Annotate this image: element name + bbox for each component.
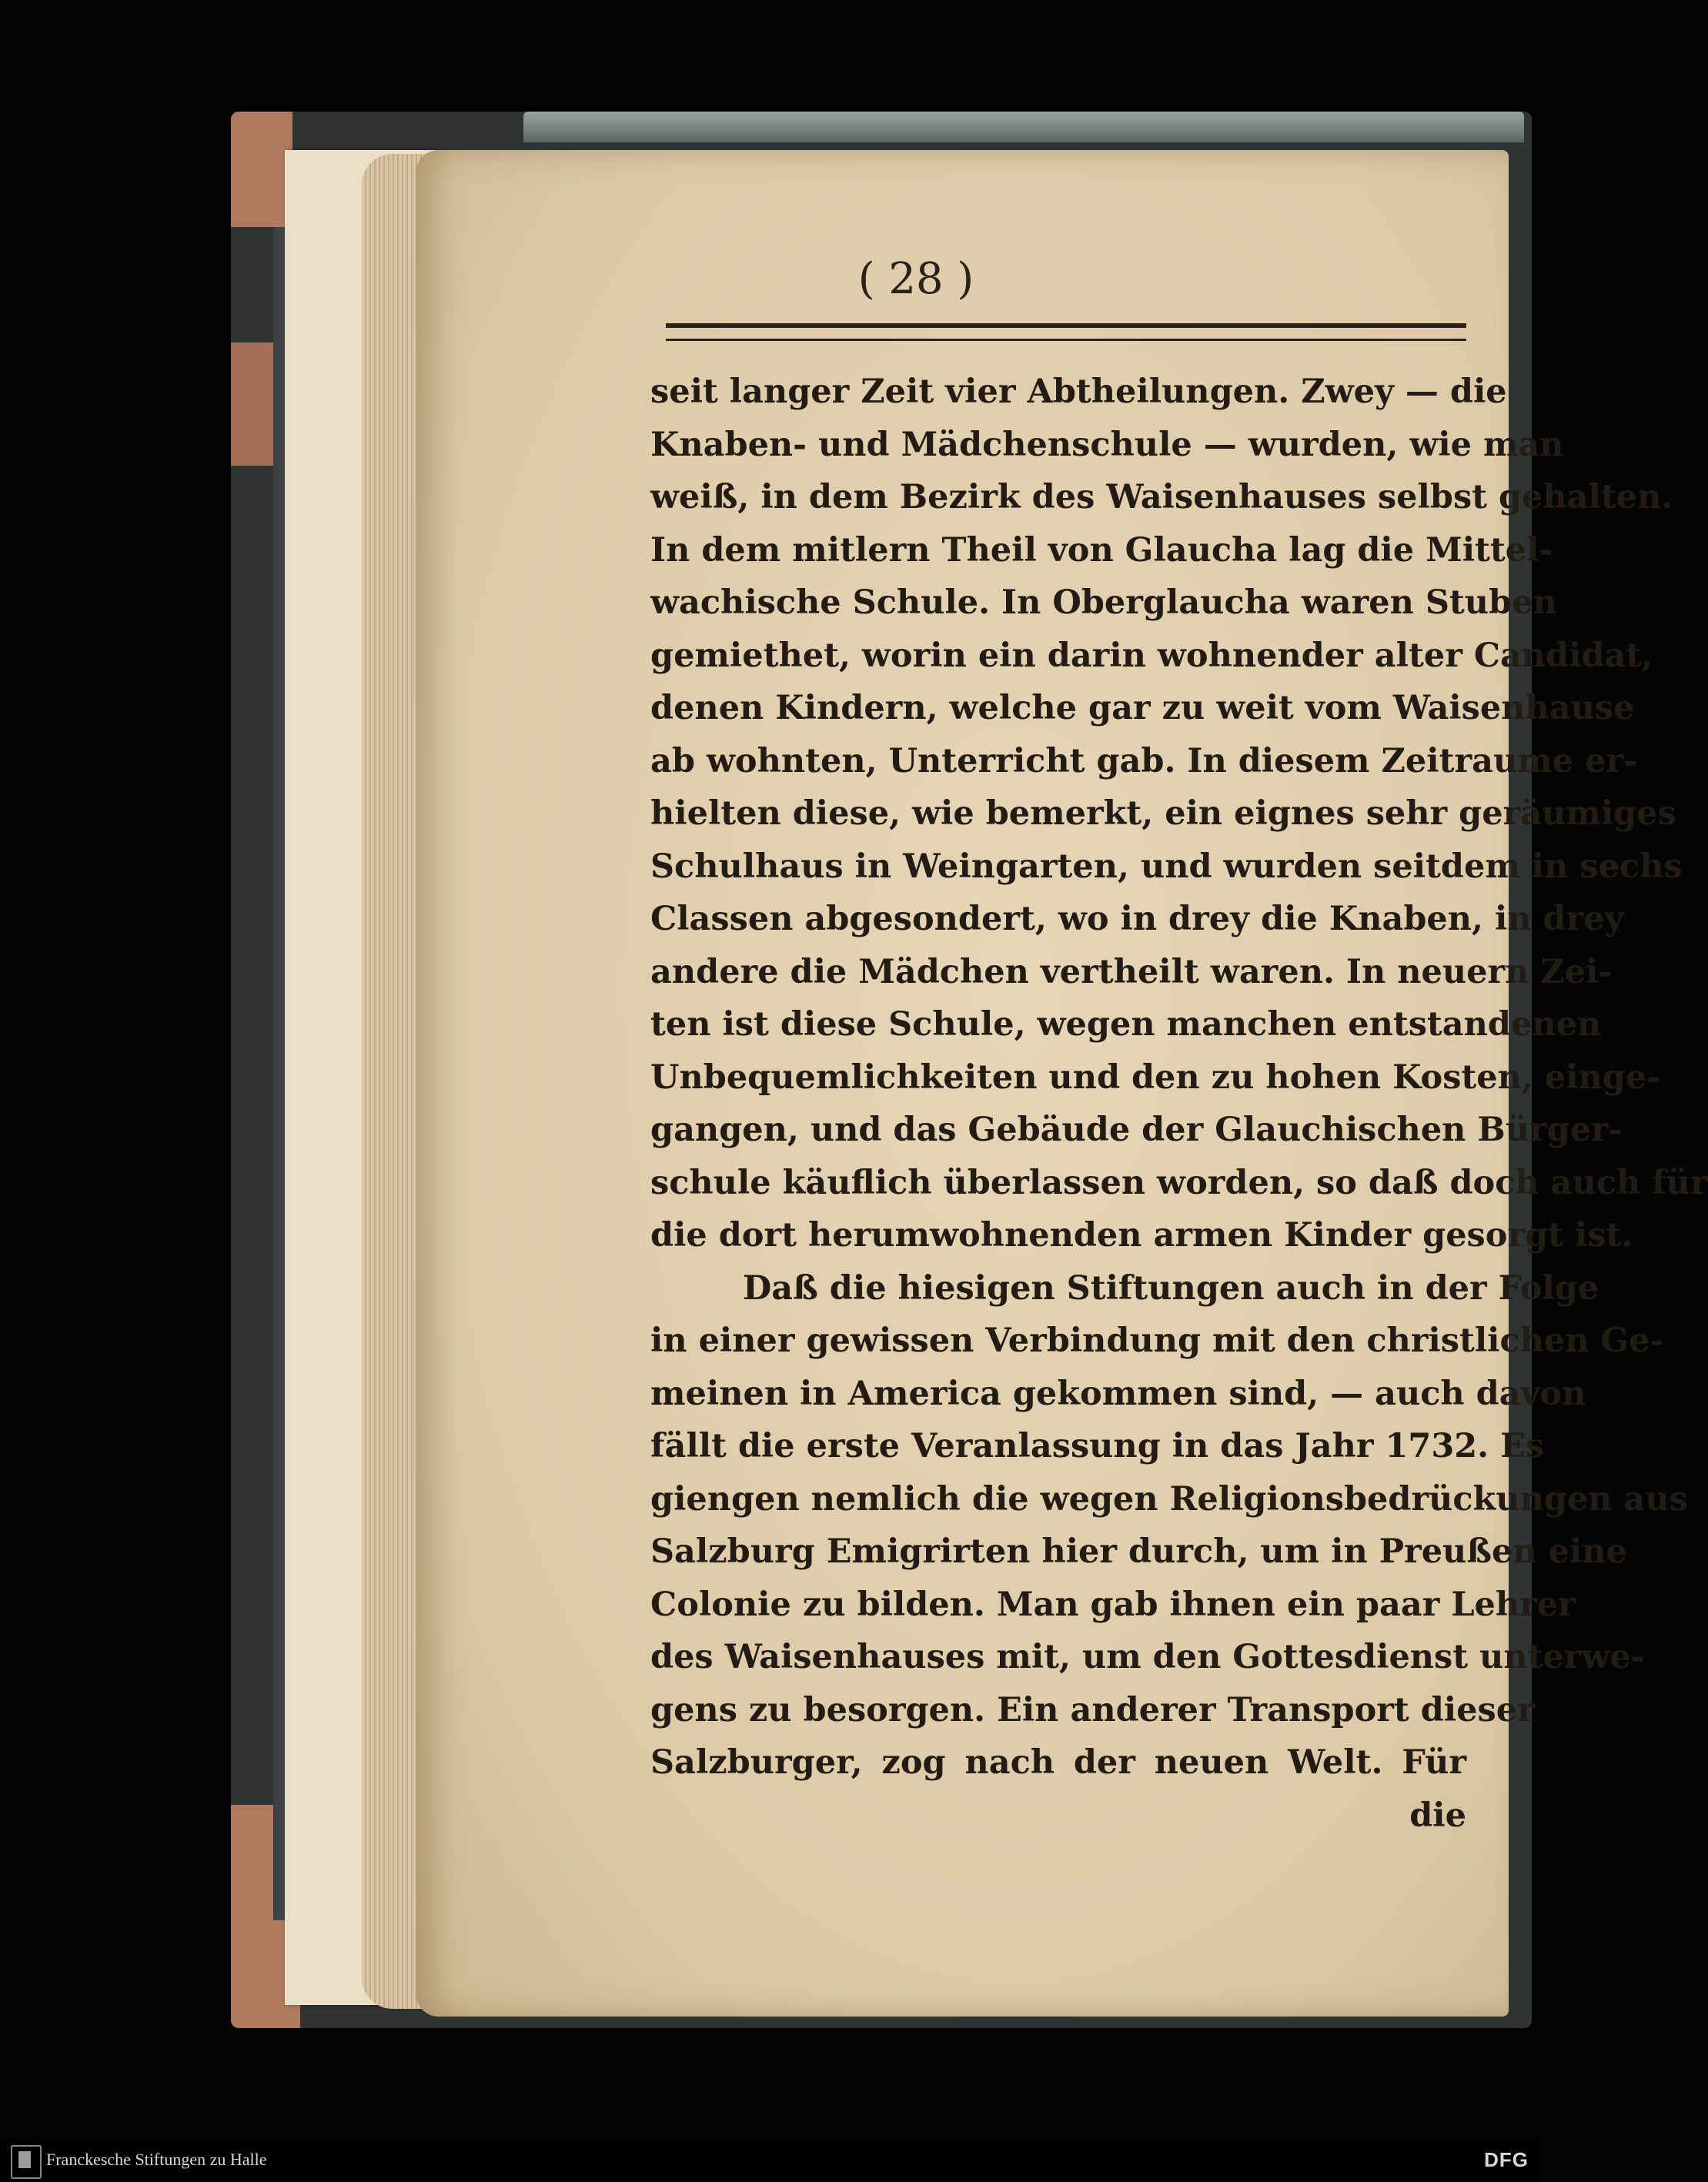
book-spine-top bbox=[523, 112, 1524, 142]
leather-corner-top bbox=[231, 112, 292, 227]
text-line: des Waisenhauses mit, um den Gottesdienst unterwe- bbox=[650, 1638, 1645, 1676]
text-line: ten ist diese Schule, wegen manchen entstandenen bbox=[650, 1005, 1602, 1044]
text-line: gens zu besorgen. Ein anderer Transport dieser bbox=[650, 1690, 1535, 1729]
text-line: denen Kindern, welche gar zu weit vom Waisenhause bbox=[650, 689, 1635, 727]
text-line: schule käuflich überlassen worden, so daß doch auch für bbox=[650, 1163, 1708, 1202]
institution-logo-icon bbox=[11, 2145, 42, 2179]
text-line: Unbequemlichkeiten und den zu hohen Kosten, einge- bbox=[650, 1058, 1661, 1097]
text-line: Schulhaus in Weingarten, und wurden seitdem in sechs bbox=[650, 847, 1683, 886]
leather-corner-mid bbox=[231, 343, 277, 466]
text-line: giengen nemlich die wegen Religionsbedrückungen aus bbox=[650, 1479, 1688, 1519]
page-number-header: ( 28 ) bbox=[857, 254, 974, 304]
text-line: seit langer Zeit vier Abtheilungen. Zwey — die bbox=[650, 373, 1507, 411]
text-line: ab wohnten, Unterricht gab. In diesem Zeitraume er- bbox=[650, 741, 1637, 780]
text-line: Daß die hiesigen Stiftungen auch in der Folge bbox=[743, 1268, 1599, 1308]
text-line: Knaben- und Mädchenschule — wurden, wie man bbox=[650, 425, 1564, 464]
text-line: andere die Mädchen vertheilt waren. In neuern Zei- bbox=[650, 952, 1613, 991]
text-line: Salzburger, zog nach der neuen Welt. Für bbox=[650, 1743, 1466, 1782]
text-line: die dort herumwohnenden armen Kinder gesorgt ist. bbox=[650, 1216, 1633, 1255]
viewer-footer bbox=[0, 2139, 1539, 2182]
catchword: die bbox=[1409, 1796, 1466, 1835]
text-line: fällt die erste Veranlassung in das Jahr 1732. Es bbox=[650, 1427, 1545, 1465]
text-line: meinen in America gekommen sind, — auch davon bbox=[650, 1374, 1586, 1413]
header-rule bbox=[666, 323, 1466, 341]
text-line: gangen, und das Gebäude der Glauchischen Bürger- bbox=[650, 1111, 1623, 1149]
institution-name: Franckesche Stiftungen zu Halle bbox=[46, 2150, 267, 2169]
text-line: weiß, in dem Bezirk des Waisenhauses selbst gehalten. bbox=[650, 478, 1673, 516]
dfg-logo: DFG bbox=[1484, 2148, 1529, 2171]
book-page bbox=[416, 150, 1708, 2017]
text-line: In dem mitlern Theil von Glaucha lag die Mittel- bbox=[650, 530, 1553, 570]
text-line: Colonie zu bilden. Man gab ihnen ein paar Lehrer bbox=[650, 1585, 1576, 1624]
text-line: hielten diese, wie bemerkt, ein eignes sehr geräumiges bbox=[650, 794, 1676, 833]
text-line: wachische Schule. In Oberglaucha waren Stuben bbox=[650, 583, 1557, 622]
text-line: in einer gewissen Verbindung mit den christlichen Ge- bbox=[650, 1322, 1664, 1360]
text-line: Salzburg Emigrirten hier durch, um in Preußen eine bbox=[650, 1532, 1627, 1571]
page-text-block bbox=[650, 366, 1708, 1842]
text-line: Classen abgesondert, wo in drey die Knaben, in drey bbox=[650, 900, 1624, 938]
text-line: gemiethet, worin ein darin wohnender alter Candidat, bbox=[650, 636, 1653, 675]
